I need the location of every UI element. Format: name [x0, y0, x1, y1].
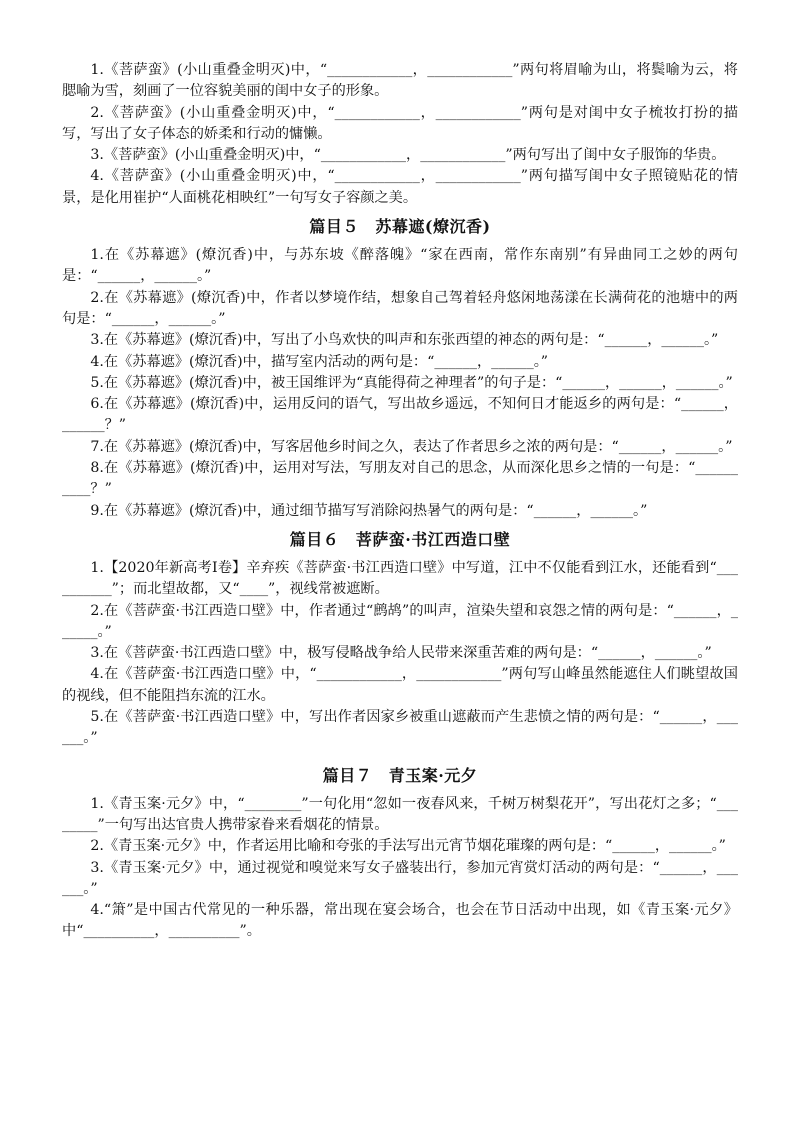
question-item: 2.在《苏幕遮》(燎沉香)中，作者以梦境作结，想象自己驾着轻舟悠闲地荡漾在长满荷花的池塘中的两句是：“______，______。”	[62, 289, 738, 327]
section-6	[62, 528, 738, 750]
section-title: 篇目７ 青玉案·元夕	[322, 765, 478, 785]
question-item: 1.在《苏幕遮》(燎沉香)中，与苏东坡《醉落魄》“家在西南，常作东南别”有异曲同工之妙的两句是：“______，______。”	[62, 247, 738, 285]
question-item: 8.在《苏幕遮》(燎沉香)中，运用对写法，写朋友对自己的思念，从而深化思乡之情的一句是：“__________？”	[62, 460, 738, 498]
section-5	[62, 215, 738, 522]
question-item: 3.《青玉案·元夕》中，通过视觉和嗅觉来写女子盛装出行，参加元宵赏灯活动的两句是：“______，______。”	[62, 859, 738, 897]
question-item: 1.《菩萨蛮》(小山重叠金明灭)中，“____________，____________”两句将眉喻为山，将鬓喻为云，将腮喻为雪，刻画了一位容貌美丽的闺中女子的形象。	[62, 62, 738, 100]
question-item: 4.“箫”是中国古代常见的一种乐器，常出现在宴会场合，也会在节日活动中出现，如《青玉案·元夕》中“__________，__________”。	[62, 902, 738, 940]
question-item: 2.在《菩萨蛮·书江西造口壁》中，作者通过“鹧鸪”的叫声，渲染失望和哀怨之情的两句是：“______，______。”	[62, 602, 738, 640]
question-item: 3.在《菩萨蛮·书江西造口壁》中，极写侵略战争给人民带来深重苦难的两句是：“______，______。”	[90, 645, 712, 662]
question-item: 3.《菩萨蛮》(小山重叠金明灭)中，“____________，____________”两句写出了闺中女子服饰的华贵。	[90, 147, 726, 164]
question-item: 4.在《菩萨蛮·书江西造口壁》中，“____________，____________”两句写山峰虽然能遮住人们眺望故国的视线，但不能阻挡东流的江水。	[62, 666, 738, 704]
question-item: 9.在《苏幕遮》(燎沉香)中，通过细节描写写消除闷热暑气的两句是：“______，______。”	[90, 502, 648, 519]
worksheet-page	[62, 60, 738, 943]
question-item: 5.在《苏幕遮》(燎沉香)中，被王国维评为“真能得荷之神理者”的句子是：“______，______，______。”	[90, 374, 733, 391]
question-item: 5.在《菩萨蛮·书江西造口壁》中，写出作者因家乡被重山遮蔽而产生悲愤之情的两句是：“______，______。”	[62, 709, 738, 747]
section-title: 篇目６ 菩萨蛮·书江西造口壁	[289, 529, 511, 549]
question-item: 2.《青玉案·元夕》中，作者运用比喻和夸张的手法写出元宵节烟花璀璨的两句是：“______，______。”	[90, 838, 726, 855]
question-item: 1.《青玉案·元夕》中，“________”一句化用“忽如一夜春风来，千树万树梨花开”，写出花灯之多；“________”一句写出达官贵人携带家眷来看烟花的情景。	[62, 795, 738, 833]
section-title: 篇目５ 苏幕遮(燎沉香)	[309, 217, 491, 237]
intro-questions	[62, 60, 738, 209]
question-item: 4.在《苏幕遮》(燎沉香)中，描写室内活动的两句是：“______，______。”	[90, 353, 549, 370]
question-item: 6.在《苏幕遮》(燎沉香)中，运用反问的语气，写出故乡遥远，不知何日才能返乡的两句是：“______，______？”	[62, 396, 738, 434]
question-item: 2.《菩萨蛮》(小山重叠金明灭)中，“____________，____________”两句是对闺中女子梳妆打扮的描写，写出了女子体态的娇柔和行动的慵懒。	[62, 104, 738, 142]
question-item: 1.【2020年新高考Ⅰ卷】辛弃疾《菩萨蛮·书江西造口壁》中写道，江中不仅能看到江水，还能看到“__________”；而北望故都，又“____”，视线常被遮断。	[62, 559, 738, 598]
question-item: 4.《菩萨蛮》(小山重叠金明灭)中，“____________，____________”两句描写闺中女子照镜贴花的情景，是化用崔护“人面桃花相映红”一句写女子容颜之美。	[62, 168, 738, 206]
question-item: 7.在《苏幕遮》(燎沉香)中，写客居他乡时间之久，表达了作者思乡之浓的两句是：“______，______。”	[90, 438, 733, 455]
section-7	[62, 764, 738, 943]
question-item: 3.在《苏幕遮》(燎沉香)中，写出了小鸟欢快的叫声和东张西望的神态的两句是：“______，______。”	[90, 332, 719, 349]
